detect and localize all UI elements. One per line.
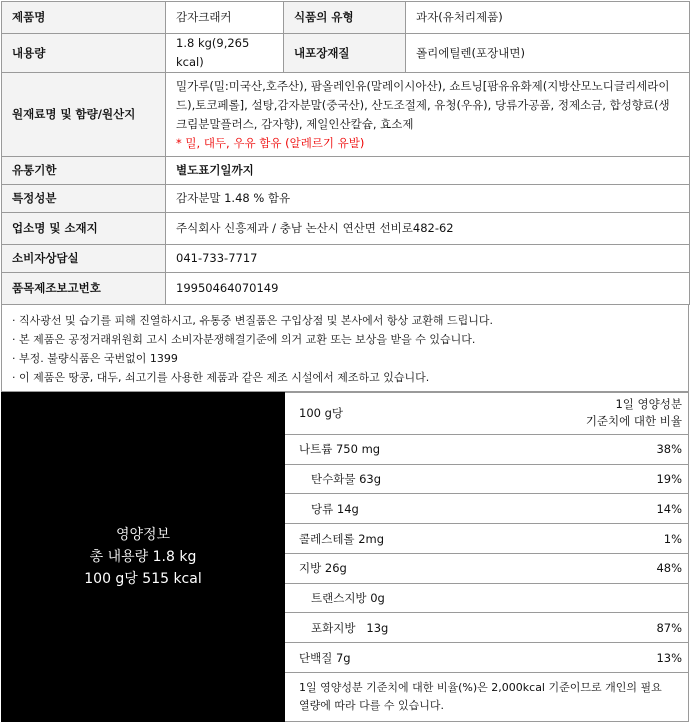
nutrition-table	[285, 392, 689, 722]
info-label: 식품의 유형	[284, 2, 406, 34]
info-value: 주식회사 신흥제과 / 충남 논산시 연산면 선비로482-62	[166, 213, 690, 245]
notice-section	[1, 305, 689, 392]
info-label: 내용량	[2, 34, 166, 73]
nutrient-row	[285, 613, 688, 643]
nutrient-row	[285, 494, 688, 524]
info-label: 품목제조보고번호	[2, 273, 166, 305]
nutrient-row	[285, 524, 688, 554]
nutrition-facts	[1, 392, 689, 722]
info-row	[2, 73, 690, 157]
nutrient-percent: 1%	[663, 531, 682, 546]
nutrient-name: 단백질 7g	[299, 650, 351, 665]
info-label: 내포장재질	[284, 34, 406, 73]
nutrition-per-100g: 100 g당 515 kcal	[84, 571, 202, 587]
info-label: 특정성분	[2, 185, 166, 213]
info-label: 소비자상담실	[2, 245, 166, 273]
nutrient-name: 지방 26g	[299, 561, 347, 576]
nutrient-percent: 19%	[656, 472, 682, 487]
nutrient-name: 나트륨 750 mg	[299, 442, 381, 457]
nutrient-name: 당류 14g	[311, 501, 359, 516]
nutrient-name: 트랜스지방 0g	[311, 591, 385, 606]
nutrient-percent: 38%	[656, 442, 682, 457]
info-row	[2, 185, 690, 213]
info-value: 과자(유처리제품)	[406, 2, 690, 34]
allergy-warning: * 밀, 대두, 우유 함유 (알레르기 유발)	[176, 135, 365, 150]
info-value: 감자분말 1.48 % 함유	[166, 185, 690, 213]
nutrient-percent: 87%	[656, 620, 682, 635]
notice-item: · 이 제품은 땅콩, 대두, 쇠고기를 사용한 제품과 같은 제조 시설에서 제조하고 있습니다.	[12, 371, 430, 384]
notice-item: · 본 제품은 공정거래위원회 고시 소비자분쟁해결기준에 의거 교환 또는 보상을 받을 수 있습니다.	[12, 333, 476, 346]
info-label: 제품명	[2, 2, 166, 34]
nutrient-name: 탄수화물 63g	[311, 472, 382, 487]
nutrient-row	[285, 554, 688, 584]
nutrient-percent: 14%	[656, 501, 682, 516]
info-value: 폴리에틸렌(포장내면)	[406, 34, 690, 73]
nutrition-summary	[1, 392, 285, 722]
info-value: 19950464070149	[166, 273, 690, 305]
info-row	[2, 273, 690, 305]
nutrition-header-row	[285, 393, 688, 435]
nutrient-row	[285, 465, 688, 495]
info-value: 041-733-7717	[166, 245, 690, 273]
nutrient-row	[285, 643, 688, 673]
info-row	[2, 2, 690, 34]
nutrient-percent: 13%	[656, 650, 682, 665]
nutrition-footnote: 1일 영양성분 기준치에 대한 비율(%)은 2,000kcal 기준이므로 개인의 필요 열량에 따라 다를 수 있습니다.	[299, 680, 662, 712]
info-label: 업소명 및 소재지	[2, 213, 166, 245]
info-row	[2, 213, 690, 245]
info-row	[2, 157, 690, 185]
ingredients-label: 원재료명 및 함량/원산지	[2, 73, 166, 157]
nutrition-title: 영양정보	[115, 527, 171, 543]
info-value: 감자크래커	[166, 2, 284, 34]
nutrient-percent: 48%	[656, 561, 682, 576]
nutrition-total: 총 내용량 1.8 kg	[89, 549, 197, 565]
info-label: 유통기한	[2, 157, 166, 185]
info-value: 별도표기일까지	[166, 157, 690, 185]
notice-item: · 부정. 불량식품은 국번없이 1399	[12, 352, 178, 365]
nutrition-header-right: 1일 영양성분 기준치에 대한 비율	[585, 397, 682, 429]
info-value: 1.8 kg(9,265 kcal)	[166, 34, 284, 73]
nutrition-header-left: 100 g당	[299, 406, 344, 421]
notice-item: · 직사광선 및 습기를 피해 진열하시고, 유통중 변질품은 구입상점 및 본사에서 항상 교환해 드립니다.	[12, 314, 493, 327]
info-row	[2, 245, 690, 273]
product-label	[1, 1, 689, 722]
ingredients-text: 밀가루(밀:미국산,호주산), 팜올레인유(말레이시아산), 쇼트닝[팜유유화제(지방산모노디글리세라이드),토코페롤], 설탕,감자분말(중국산), 산도조절제, 유청(우유), 당류가공품, 정제소금, 합성향료(생크림분말플러스, 감자향), 제일인산칼슘, 효소제	[176, 78, 670, 131]
nutrient-name: 콜레스테롤 2mg	[299, 531, 385, 546]
ingredients-value	[166, 73, 690, 157]
nutrient-row	[285, 584, 688, 614]
product-info-table	[1, 1, 690, 305]
nutrient-row	[285, 435, 688, 465]
nutrient-name: 포화지방 13g	[311, 620, 389, 635]
info-row	[2, 34, 690, 73]
